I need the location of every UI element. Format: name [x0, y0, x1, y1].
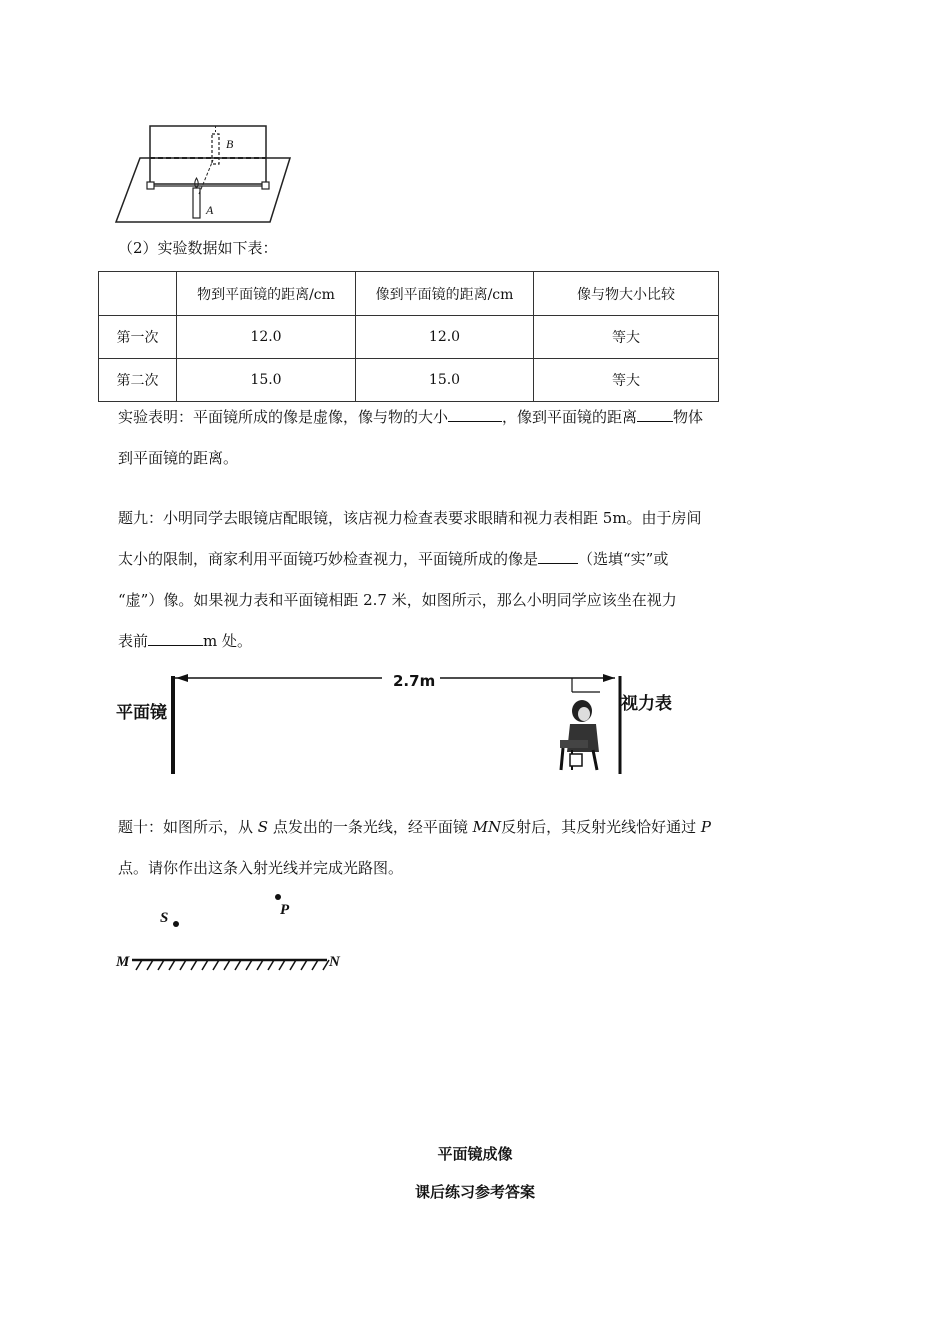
label-s: S	[160, 910, 169, 926]
q9-line2-text-a: 太小的限制，商家利用平面镜巧妙检查视力，平面镜所成的像是	[118, 550, 539, 568]
eye-chart-figure	[110, 662, 690, 778]
eye-chart-label: 视力表	[621, 694, 672, 714]
hatch-mark	[158, 960, 164, 970]
q9-line3: “虚”）像。如果视力表和平面镜相距 2.7 米，如图所示，那么小明同学应该坐在视力	[118, 591, 677, 609]
hatch-mark	[147, 960, 153, 970]
answers-subtitle: 课后练习参考答案	[414, 1183, 535, 1201]
hatch-mark	[202, 960, 208, 970]
table-plane	[116, 158, 290, 222]
table-header-cell: 物到平面镜的距离/cm	[177, 272, 356, 316]
q9-line4	[118, 631, 252, 651]
table-row	[99, 359, 719, 402]
mirror-label: 平面镜	[116, 703, 167, 723]
reflection-figure	[112, 888, 352, 978]
table-header-cell: 像到平面镜的距离/cm	[356, 272, 534, 316]
mirror-hatching	[136, 960, 329, 970]
q8-conclusion-line2: 到平面镜的距离。	[118, 449, 239, 467]
hatch-mark	[268, 960, 274, 970]
mirror-mn-ref: MN	[472, 818, 502, 836]
hatch-mark	[213, 960, 219, 970]
label-b: B	[226, 137, 234, 151]
candle-b-image	[212, 134, 219, 164]
point-p-ref: P	[700, 818, 711, 836]
q9-line2-text-b: （选填“实”或	[578, 550, 669, 568]
q10-line2: 点。请你作出这条入射光线并完成光路图。	[118, 859, 404, 877]
table-cell: 第二次	[99, 359, 177, 402]
hatch-mark	[180, 960, 186, 970]
conclusion-text-a: 实验表明：平面镜所成的像是虚像，像与物的大小	[118, 408, 449, 426]
candle-a	[193, 188, 200, 218]
table-cell: 等大	[534, 359, 719, 402]
table-cell: 12.0	[177, 316, 356, 359]
q9-line1: 题九：小明同学去眼镜店配眼镜，该店视力检查表要求眼睛和视力表相距 5m。由于房间	[118, 509, 702, 527]
table-header-row	[99, 272, 719, 316]
label-n: N	[329, 954, 340, 970]
q8-conclusion-line1	[118, 407, 703, 427]
hatch-mark	[246, 960, 252, 970]
point-p	[275, 894, 281, 900]
label-m: M	[116, 954, 130, 970]
q8-intro: （2）实验数据如下表：	[118, 239, 278, 257]
label-a: A	[206, 203, 214, 217]
distance-label: 2.7m	[393, 672, 436, 690]
point-s-ref: S	[257, 818, 269, 836]
q10-line1-text-c: 反射后，其反射光线恰好通过	[501, 818, 701, 836]
hatch-mark	[136, 960, 142, 970]
hatch-mark	[235, 960, 241, 970]
answer-blank-size[interactable]	[448, 407, 502, 422]
hatch-mark	[191, 960, 197, 970]
hatch-mark	[290, 960, 296, 970]
answer-blank-image-type[interactable]	[538, 549, 578, 564]
hatch-mark	[312, 960, 318, 970]
plate-foot-left	[147, 182, 154, 189]
plate-foot-right	[262, 182, 269, 189]
table-header-cell	[99, 272, 177, 316]
answer-blank-distance[interactable]	[637, 407, 673, 422]
glass-plate	[150, 126, 266, 184]
q10-line1-text-a: 题十：如图所示，从	[118, 818, 258, 836]
hatch-mark	[257, 960, 263, 970]
table-cell: 12.0	[356, 316, 534, 359]
data-table	[98, 271, 719, 402]
hatch-mark	[169, 960, 175, 970]
answers-title: 平面镜成像	[437, 1145, 513, 1163]
seated-person-icon	[560, 700, 599, 770]
conclusion-text-c: 物体	[673, 408, 704, 426]
q9-line4-text-b: m 处。	[203, 632, 253, 650]
q10-line1	[118, 817, 711, 837]
table-cell: 15.0	[177, 359, 356, 402]
table-cell: 等大	[534, 316, 719, 359]
hatch-mark	[224, 960, 230, 970]
answer-blank-seat-distance[interactable]	[148, 631, 203, 646]
conclusion-text-b: ，像到平面镜的距离	[502, 408, 638, 426]
hatch-mark	[279, 960, 285, 970]
label-p: P	[280, 902, 290, 918]
table-row	[99, 316, 719, 359]
point-s	[173, 921, 179, 927]
table-cell: 第一次	[99, 316, 177, 359]
table-header-cell: 像与物大小比较	[534, 272, 719, 316]
table-cell: 15.0	[356, 359, 534, 402]
candle-mirror-figure	[110, 118, 300, 226]
hatch-mark	[301, 960, 307, 970]
q9-line4-text-a: 表前	[118, 632, 149, 650]
q10-line1-text-b: 点发出的一条光线，经平面镜	[268, 818, 473, 836]
q9-line2	[118, 549, 668, 569]
